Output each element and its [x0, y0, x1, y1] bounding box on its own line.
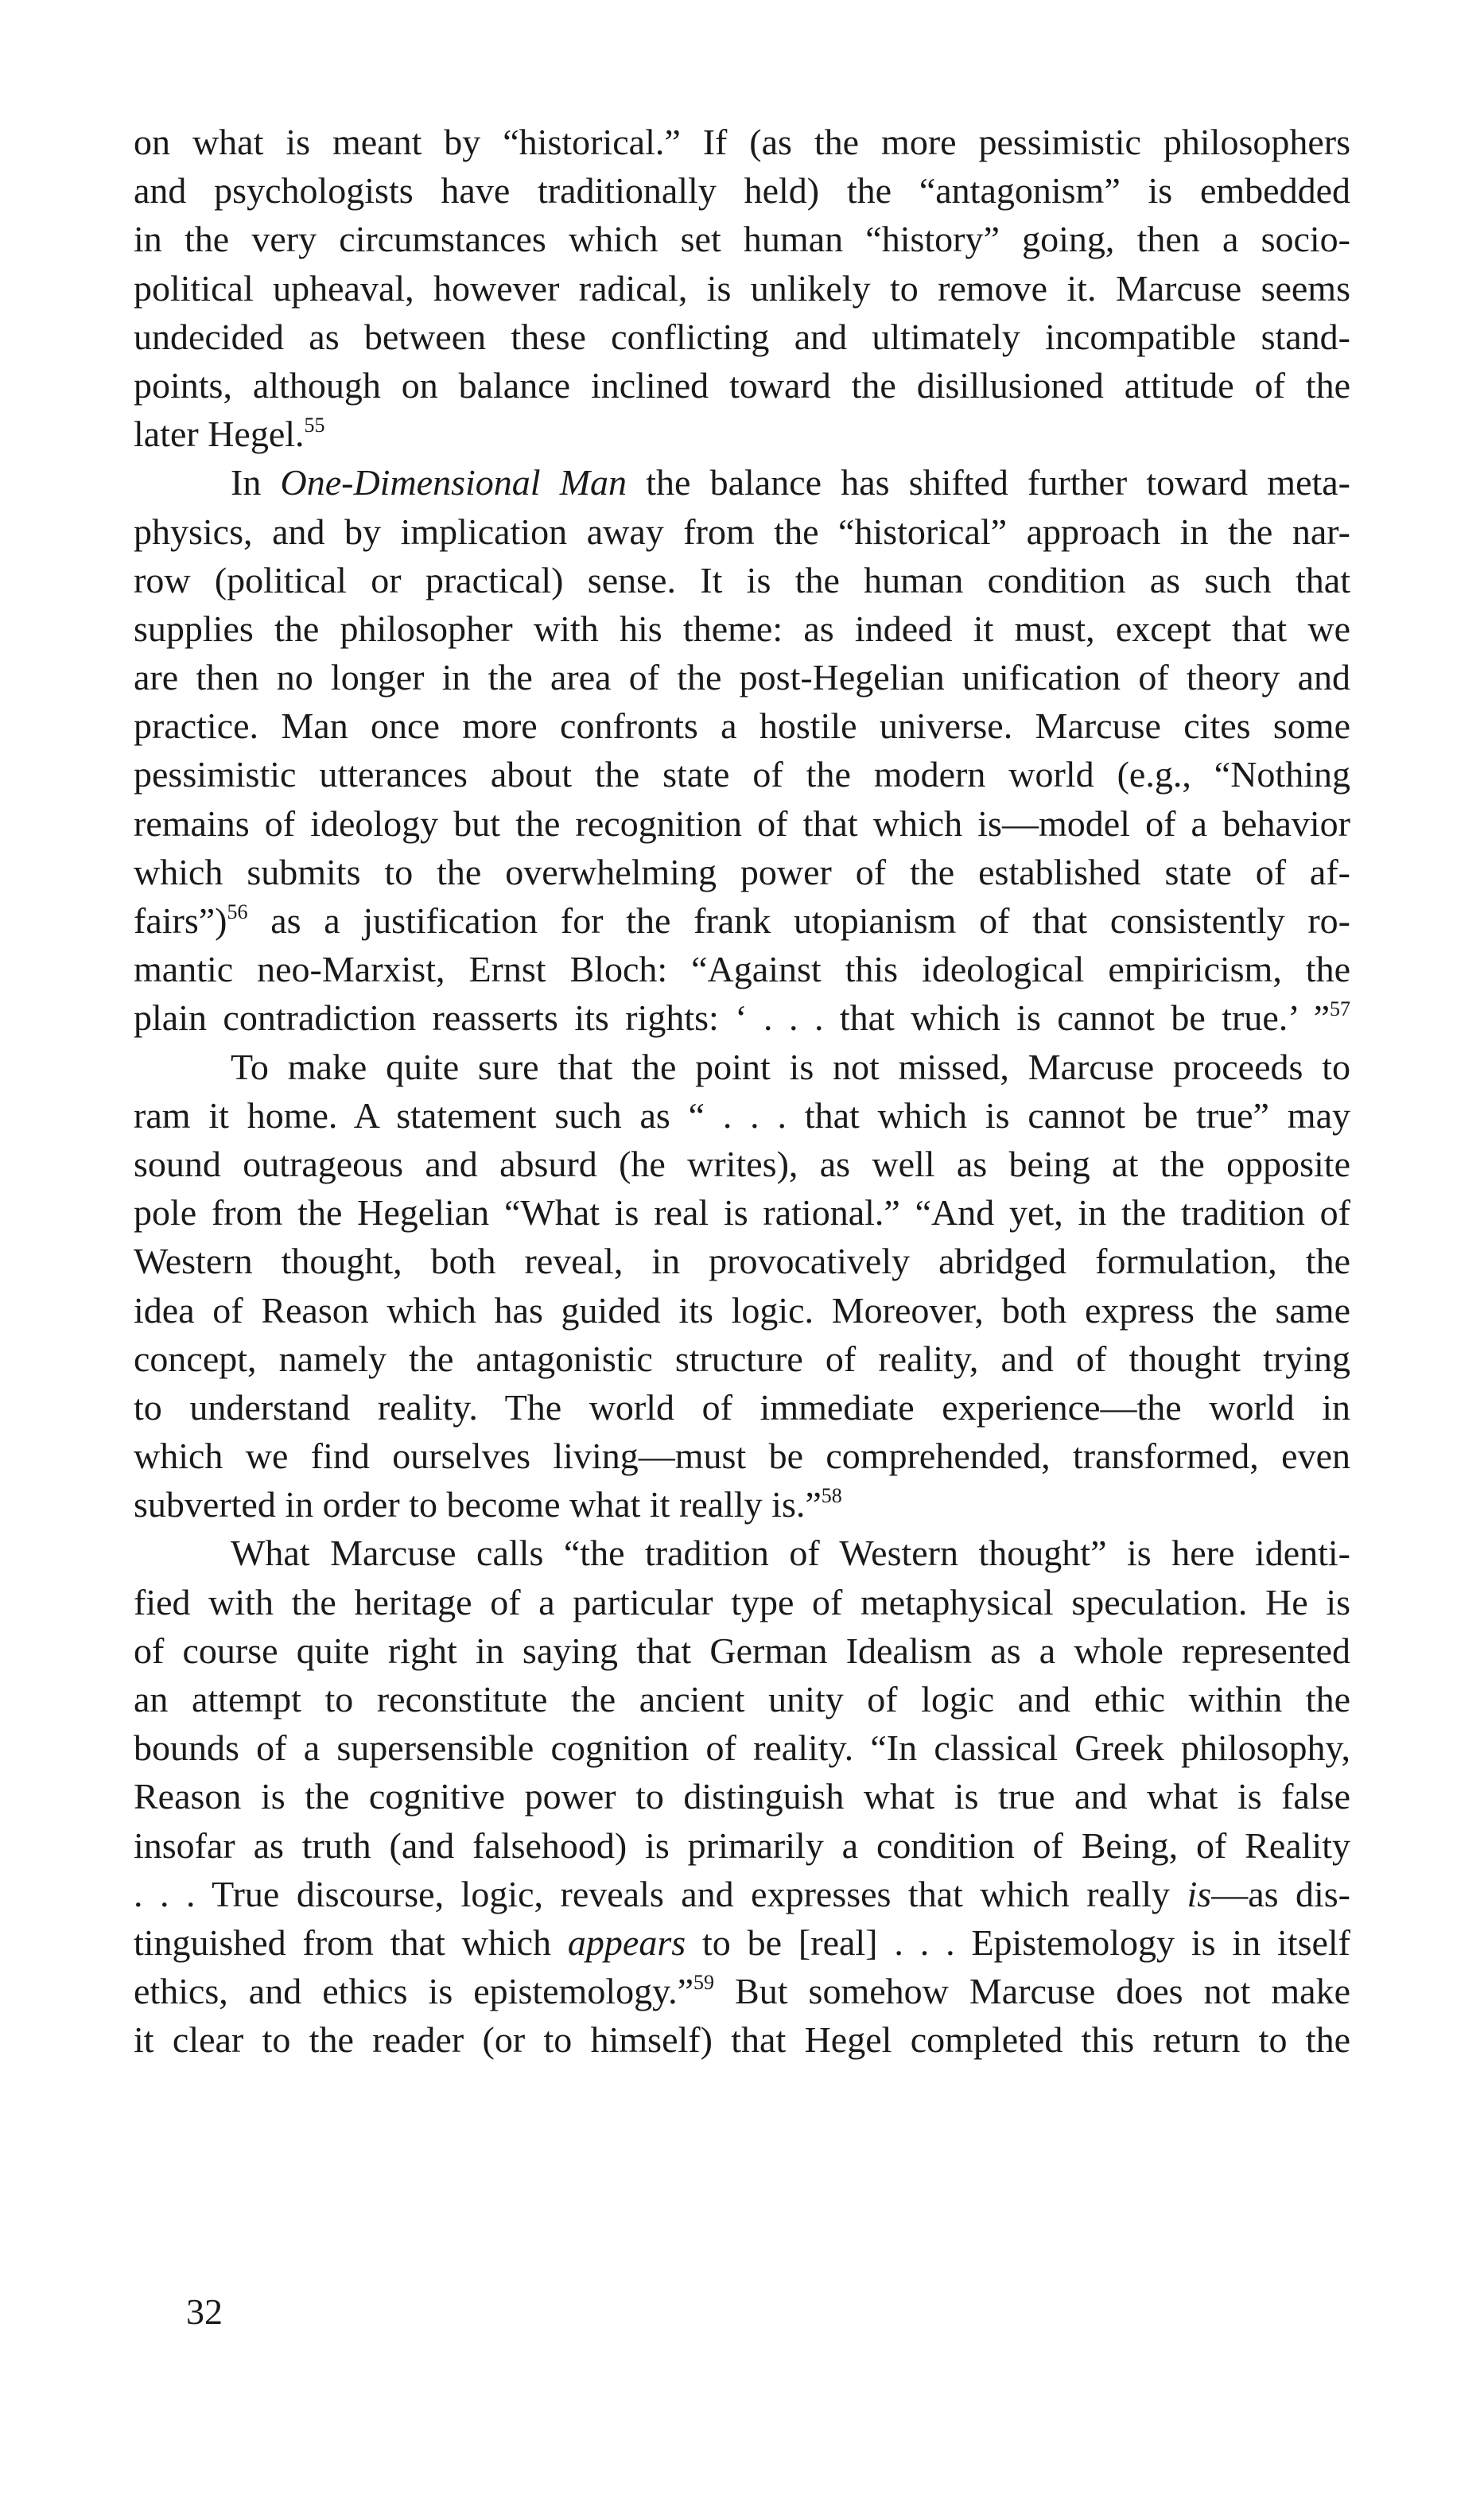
text-line: [134, 215, 1350, 263]
text-line: [134, 896, 1350, 945]
text-line: [134, 799, 1350, 848]
line-text: the balance has shifted further toward meta-: [627, 462, 1350, 503]
page-number: 32: [186, 2291, 223, 2332]
italic-text: One-Dimensional Man: [280, 462, 627, 503]
text-line: [134, 1237, 1350, 1285]
text-line: [134, 1626, 1350, 1675]
line-text: which submits to the overwhelming power of the established state of af-: [134, 851, 1350, 892]
line-text: subverted in order to become what it really is.”: [134, 1484, 822, 1525]
line-text: physics, and by implication away from the “historical” approach in the nar-: [134, 511, 1350, 552]
footnote-ref: 55: [304, 414, 325, 437]
line-text: concept, namely the antagonistic structure of reality, and of thought trying: [134, 1338, 1350, 1379]
line-text: What Marcuse calls “the tradition of Western thought” is here identi-: [231, 1533, 1350, 1574]
text-line: [134, 1918, 1350, 1967]
text-line: [134, 313, 1350, 361]
body-text: [134, 118, 1350, 2065]
line-text: To make quite sure that the point is not missed, Marcuse proceeds to: [231, 1046, 1350, 1087]
footnote-ref: 56: [227, 900, 248, 923]
text-line: [134, 1432, 1350, 1480]
line-text: on what is meant by “historical.” If (as the more pessimistic philosophers: [134, 122, 1350, 162]
text-line: [134, 1723, 1350, 1772]
text-line: [134, 1772, 1350, 1820]
line-text-pre: In: [231, 462, 281, 503]
line-text: and psychologists have traditionally held) the “antagonism” is embedded: [134, 170, 1350, 212]
text-line: [134, 1870, 1350, 1918]
text-line: [134, 848, 1350, 896]
text-line: [134, 993, 1350, 1042]
line-text-post: But somehow Marcuse does not make: [714, 1971, 1350, 2012]
line-text: political upheaval, however radical, is unlikely to remove it. Marcuse seems: [134, 267, 1350, 309]
line-text: row (political or practical) sense. It is the human condition as such that: [134, 559, 1350, 600]
line-text: supplies the philosopher with his theme: as indeed it must, except that we: [134, 608, 1350, 649]
line-text: of course quite right in saying that German Idealism as a whole represented: [134, 1630, 1350, 1671]
line-text: pessimistic utterances about the state of the modern world (e.g., “Nothing: [134, 754, 1350, 795]
text-line: [134, 1529, 1350, 1577]
text-line: [134, 1967, 1350, 2015]
line-text: mantic neo-Marxist, Ernst Bloch: “Against this ideological empiricism, the: [134, 949, 1350, 990]
text-line: [134, 701, 1350, 750]
text-line: [134, 1335, 1350, 1383]
text-line: [134, 410, 1350, 458]
line-text: idea of Reason which has guided its logic. Moreover, both express the same: [134, 1289, 1350, 1331]
text-line: [134, 1188, 1350, 1237]
line-text: bounds of a supersensible cognition of reality. “In classical Greek philosophy,: [134, 1727, 1350, 1769]
line-text: Western thought, both reveal, in provocatively abridged formulation, the: [134, 1241, 1350, 1282]
text-line: [134, 361, 1350, 410]
text-line: [134, 264, 1350, 313]
line-text: plain contradiction reasserts its rights: ‘ . . . that which is cannot be true.’ ”: [134, 997, 1330, 1039]
text-line: [134, 166, 1350, 215]
line-text: remains of ideology but the recognition of that which is—model of a behavior: [134, 802, 1350, 844]
text-line: [134, 653, 1350, 701]
line-text: as a justification for the frank utopianism of that consistently ro-: [247, 900, 1350, 941]
text-line: [134, 1821, 1350, 1870]
line-text: —as dis-: [1211, 1873, 1350, 1914]
line-text: undecided as between these conflicting and ultimately incompatible stand-: [134, 316, 1350, 357]
line-text: sound outrageous and absurd (he writes), as well as being at the opposite: [134, 1143, 1350, 1184]
footnote-ref: 57: [1330, 997, 1350, 1021]
text-line: [134, 556, 1350, 604]
line-text: ram it home. A statement such as “ . . . that which is cannot be true” may: [134, 1094, 1350, 1136]
text-line: [134, 1480, 1350, 1529]
line-text: an attempt to reconstitute the ancient unity of logic and ethic within the: [134, 1679, 1350, 1719]
text-line: [134, 2015, 1350, 2064]
text-line: [134, 507, 1350, 556]
line-text: insofar as truth (and falsehood) is primarily a condition of Being, of Reality: [134, 1824, 1350, 1866]
line-text-pre: fairs”): [134, 900, 227, 941]
line-text: to be [real] . . . Epistemology is in itself: [686, 1922, 1350, 1963]
text-line: [134, 1383, 1350, 1432]
line-text-pre: tinguished from that which: [134, 1922, 568, 1963]
footnote-ref: 58: [821, 1484, 842, 1508]
footnote-ref: 59: [693, 1971, 715, 1995]
text-line: [134, 750, 1350, 799]
line-text: it clear to the reader (or to himself) that Hegel completed this return to the: [134, 2019, 1350, 2061]
text-line: [134, 945, 1350, 993]
line-text: in the very circumstances which set human “history” going, then a socio-: [134, 219, 1350, 260]
line-text: practice. Man once more confronts a hostile universe. Marcuse cites some: [134, 705, 1350, 747]
line-text: points, although on balance inclined toward the disillusioned attitude of the: [134, 364, 1350, 406]
line-text-pre: . . . True discourse, logic, reveals and expresses that which really: [134, 1873, 1187, 1914]
line-text: Reason is the cognitive power to distinguish what is true and what is false: [134, 1776, 1350, 1817]
text-line: [134, 1140, 1350, 1188]
line-text: fied with the heritage of a particular type of metaphysical speculation. He is: [134, 1581, 1350, 1622]
line-text: are then no longer in the area of the post-Hegelian unification of theory and: [134, 657, 1350, 698]
line-text: pole from the Hegelian “What is real is rational.” “And yet, in the tradition of: [134, 1192, 1350, 1234]
text-line: [134, 1286, 1350, 1335]
text-line: [134, 1675, 1350, 1723]
line-text: later Hegel.: [134, 414, 305, 455]
text-line: [134, 1578, 1350, 1626]
italic-text: is: [1187, 1873, 1212, 1914]
line-text: which we find ourselves living—must be comprehended, transformed, even: [134, 1436, 1350, 1477]
text-line: [134, 118, 1350, 166]
line-text: to understand reality. The world of immediate experience—the world in: [134, 1386, 1350, 1428]
text-line: [134, 604, 1350, 653]
line-text: ethics, and ethics is epistemology.”: [134, 1971, 694, 2012]
text-line: [134, 458, 1350, 507]
text-line: [134, 1043, 1350, 1091]
text-line: [134, 1091, 1350, 1140]
italic-text: appears: [567, 1922, 686, 1963]
